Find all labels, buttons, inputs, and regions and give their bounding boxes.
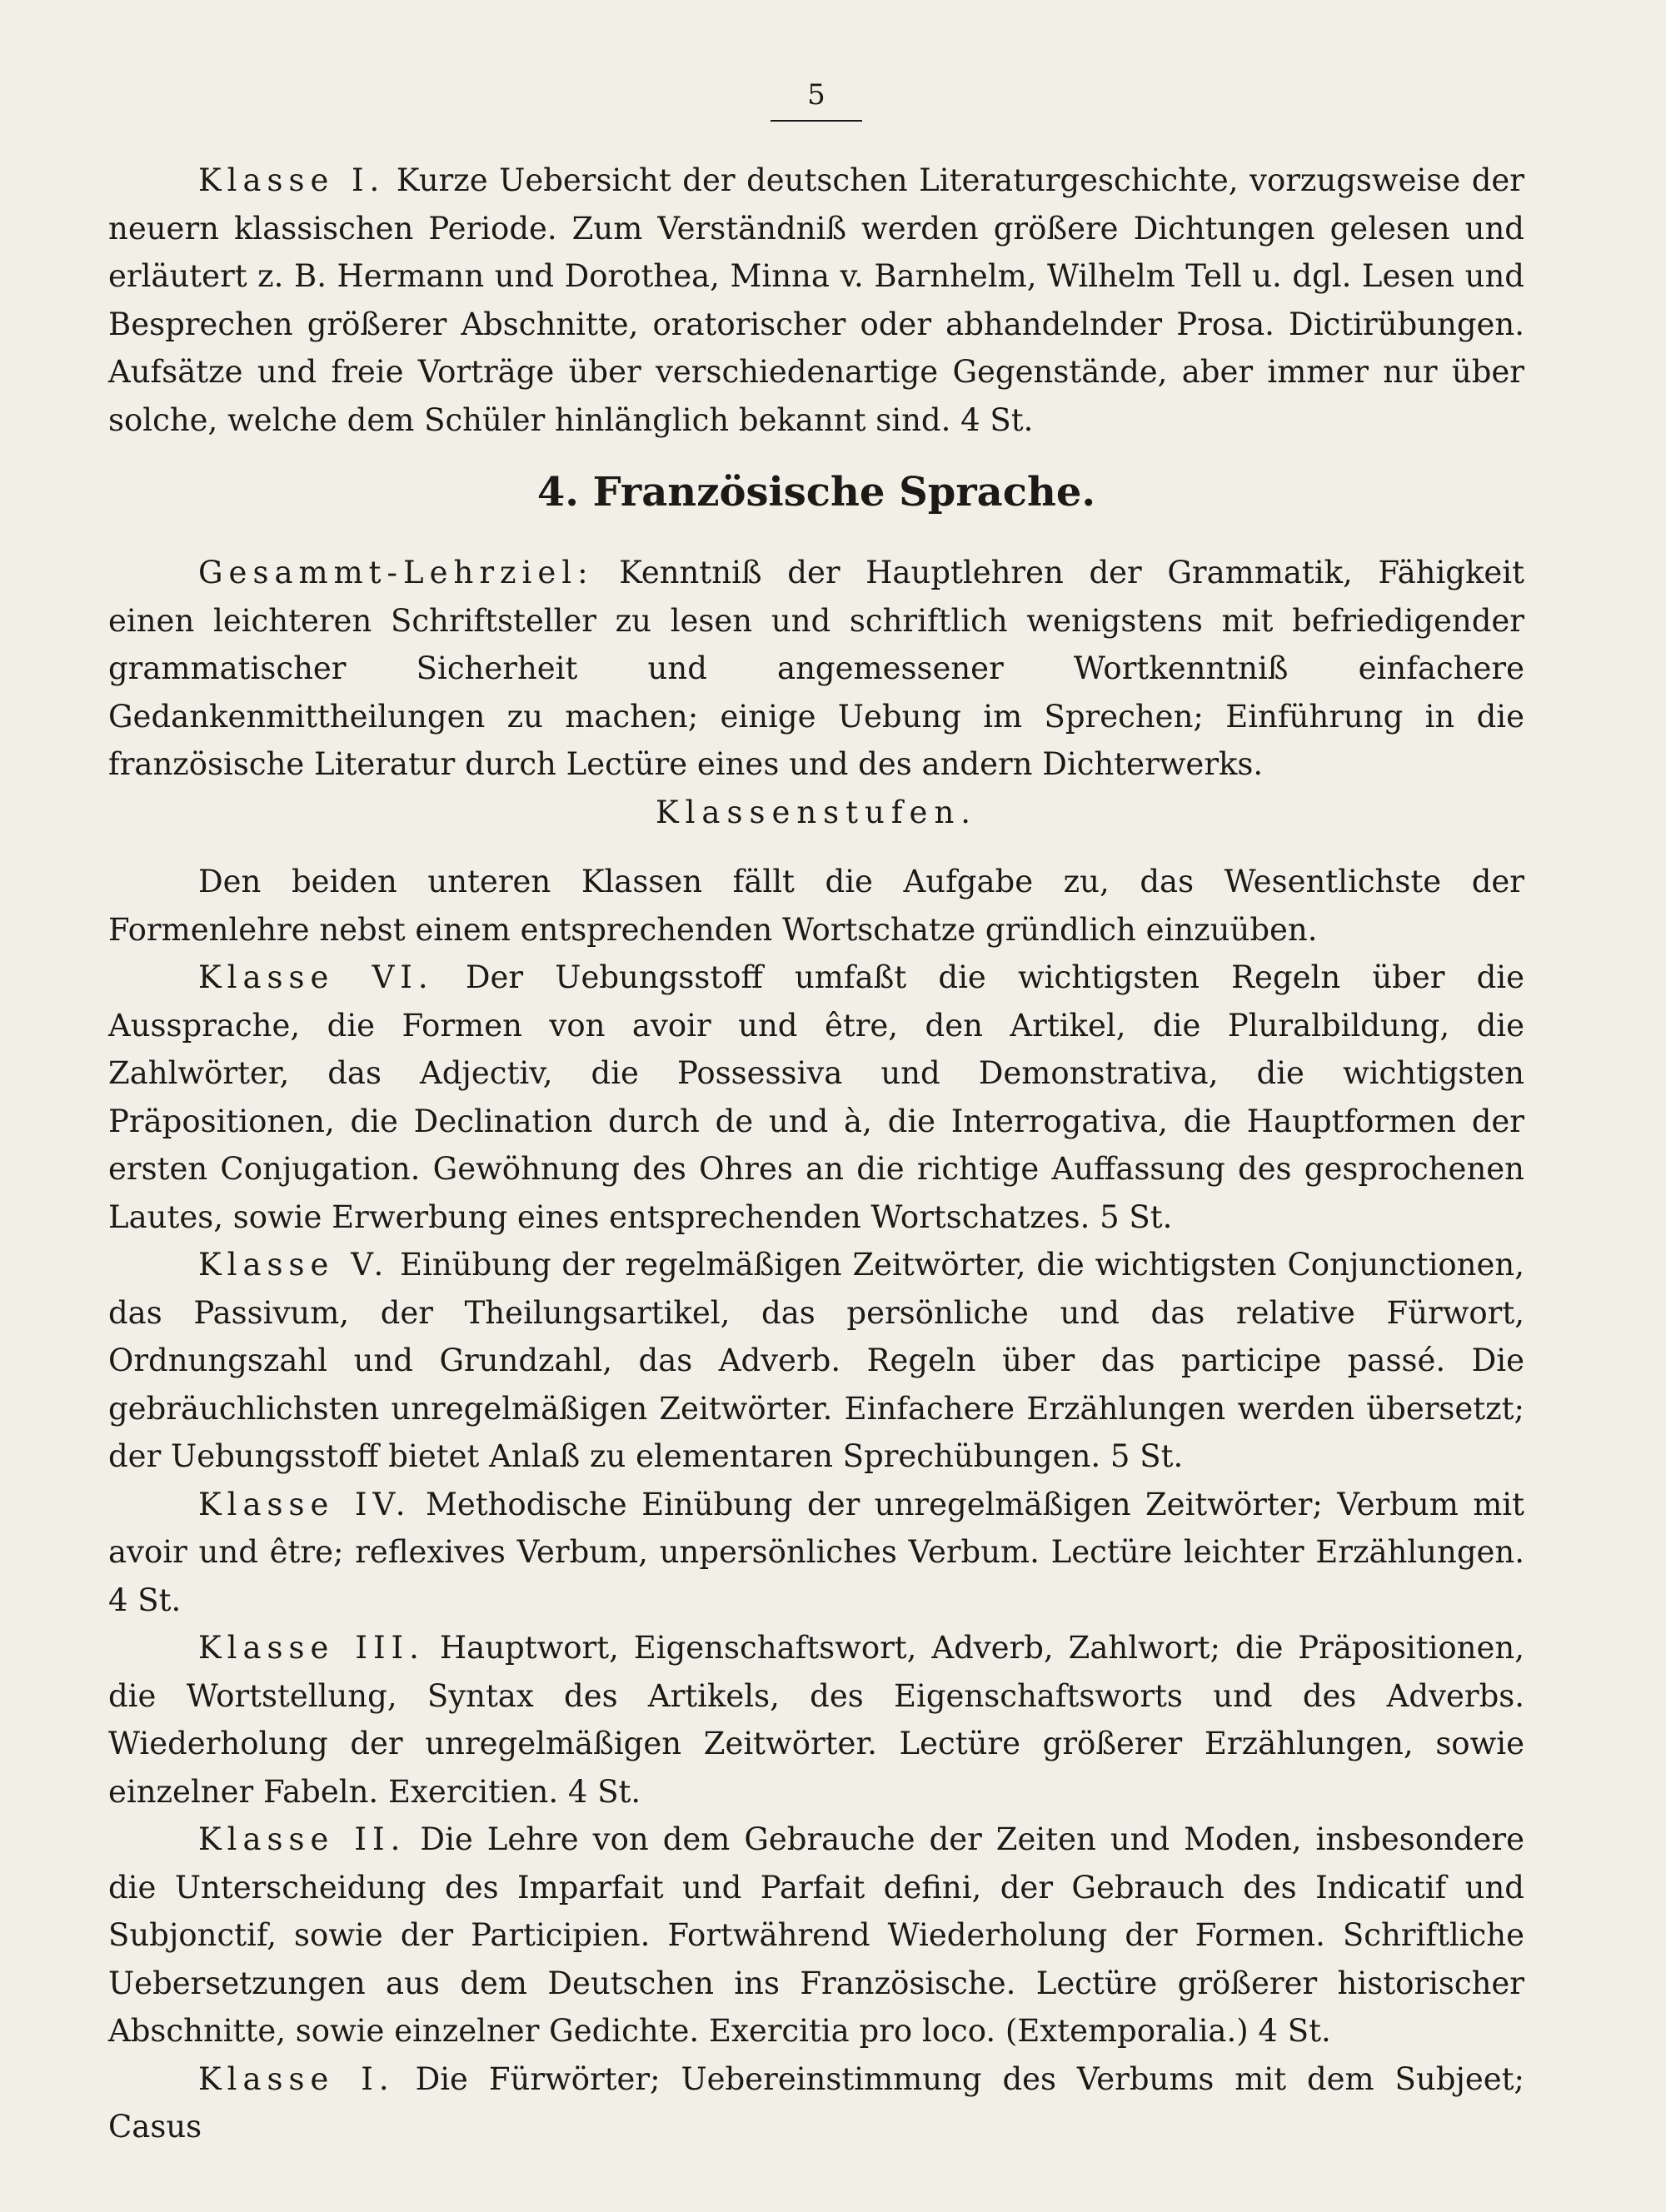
paragraph-text: Die Lehre von dem Gebrauche der Zeiten und Moden, insbesondere die Unterscheidung des Imparfait und Parfait defini, der Gebrauch des Indicatif und Subjonctif, sowie der Participien. Fortwährend Wiederholung der Formen. Schriftliche Uebersetzungen aus dem Deutschen ins Französische. Lectüre größerer historischer Abschnitte, sowie einzelner Gedichte. Exercitia pro loco. (Extemporalia.) 4 St. [108,1821,1524,2049]
klasse-label: Klasse I. [198,2060,395,2097]
header-rule [771,120,862,122]
section-heading: 4. Französische Sprache. [536,469,1096,516]
paragraph-klasse-iv [108,1481,1524,1625]
klasse-label: Klasse VI. [198,959,434,995]
paragraph-text: Einübung der regelmäßigen Zeitwörter, die wichtigsten Conjunctionen, das Passivum, der Theilungsartikel, das persönliche und das relative Fürwort, Ordnungszahl und Grundzahl, das Adverb. Regeln über das participe passé. Die gebräuchlichsten unregelmäßigen Zeitwörter. Einfachere Erzählungen werden übersetzt; der Uebungsstoff bietet Anlaß zu elementaren Sprechübungen. 5 St. [108,1247,1525,1474]
paragraph-text: Der Uebungsstoff umfaßt die wichtigsten Regeln über die Aussprache, die Formen von avoir und être, den Artikel, die Pluralbildung, die Zahlwörter, das Adjectiv, die Possessiva und Demonstrativa, die wichtigsten Präpositionen, die Declination durch de und à, die Interrogativa, die Hauptformen der ersten Conjugation. Gewöhnung des Ohres an die richtige Auffassung des gesprochenen Lautes, sowie Erwerbung eines entsprechenden Wortschatzes. 5 St. [108,959,1525,1235]
paragraph-intro: Den beiden unteren Klassen fällt die Aufgabe zu, das Wesentlichste der Formenlehre nebst einem entsprechenden Wortschatze gründlich einzuüben. [108,864,1524,948]
paragraph-gesammt-lehrziel [108,549,1524,789]
paragraph-text: Die Fürwörter; Uebereinstimmung des Verbums mit dem Subjeet; Casus [108,2060,1524,2145]
paragraph-klasse-i-franz [108,2055,1524,2151]
paragraph-text: Methodische Einübung der unregelmäßigen Zeitwörter; Verbum mit avoir und être; reflexives Verbum, unpersönliches Verbum. Lectüre leichter Erzählungen. 4 St. [108,1486,1525,1618]
paragraph-klasse-ii [108,1816,1524,2055]
paragraph-klasse-i-deutsch [108,157,1524,444]
paragraph-klasse-v [108,1241,1524,1481]
klasse-label: Klasse II. [198,1821,407,1857]
klasse-label: Klasse V. [198,1247,390,1283]
subheading-klassenstufen: Klassenstufen. [655,794,978,830]
gesammt-text: Kenntniß der Hauptlehren der Grammatik, Fähigkeit einen leichteren Schriftsteller zu lesen und schriftlich wenigstens mit befriedigender grammatischer Sicherheit und angemessener Wortkenntniß einfachere Gedankenmittheilungen zu machen; einige Uebung im Sprechen; Einführung in die französische Literatur durch Lectüre eines und des andern Dichterwerks. [108,555,1525,782]
page-number: 5 [807,78,826,112]
klasse-label: Klasse III. [198,1630,425,1666]
klasse-label: Klasse I. [198,162,386,198]
paragraph-text: Hauptwort, Eigenschaftswort, Adverb, Zahlwort; die Präpositionen, die Wortstellung, Syntax des Artikels, des Eigenschaftsworts und des Adverbs. Wiederholung der unregelmäßigen Zeitwörter. Lectüre größerer Erzählungen, sowie einzelner Fabeln. Exercitien. 4 St. [108,1630,1524,1810]
paragraph-klasse-iii [108,1624,1524,1816]
klasse-label: Klasse IV. [198,1486,412,1522]
paragraph-text: Kurze Uebersicht der deutschen Literaturgeschichte, vorzugsweise der neuern klassischen Periode. Zum Verständniß werden größere Dichtungen gelesen und erläutert z. B. Hermann und Dorothea, Minna v. Barnhelm, Wilhelm Tell u. dgl. Lesen und Besprechen größerer Abschnitte, oratorischer oder abhandelnder Prosa. Dictirübungen. Aufsätze und freie Vorträge über verschiedenartige Gegenstände, aber immer nur über solche, welche dem Schüler hinlänglich bekannt sind. 4 St. [108,162,1524,438]
gesammt-label: Gesammt-Lehrziel: [198,555,594,590]
paragraph-klasse-vi [108,954,1524,1241]
